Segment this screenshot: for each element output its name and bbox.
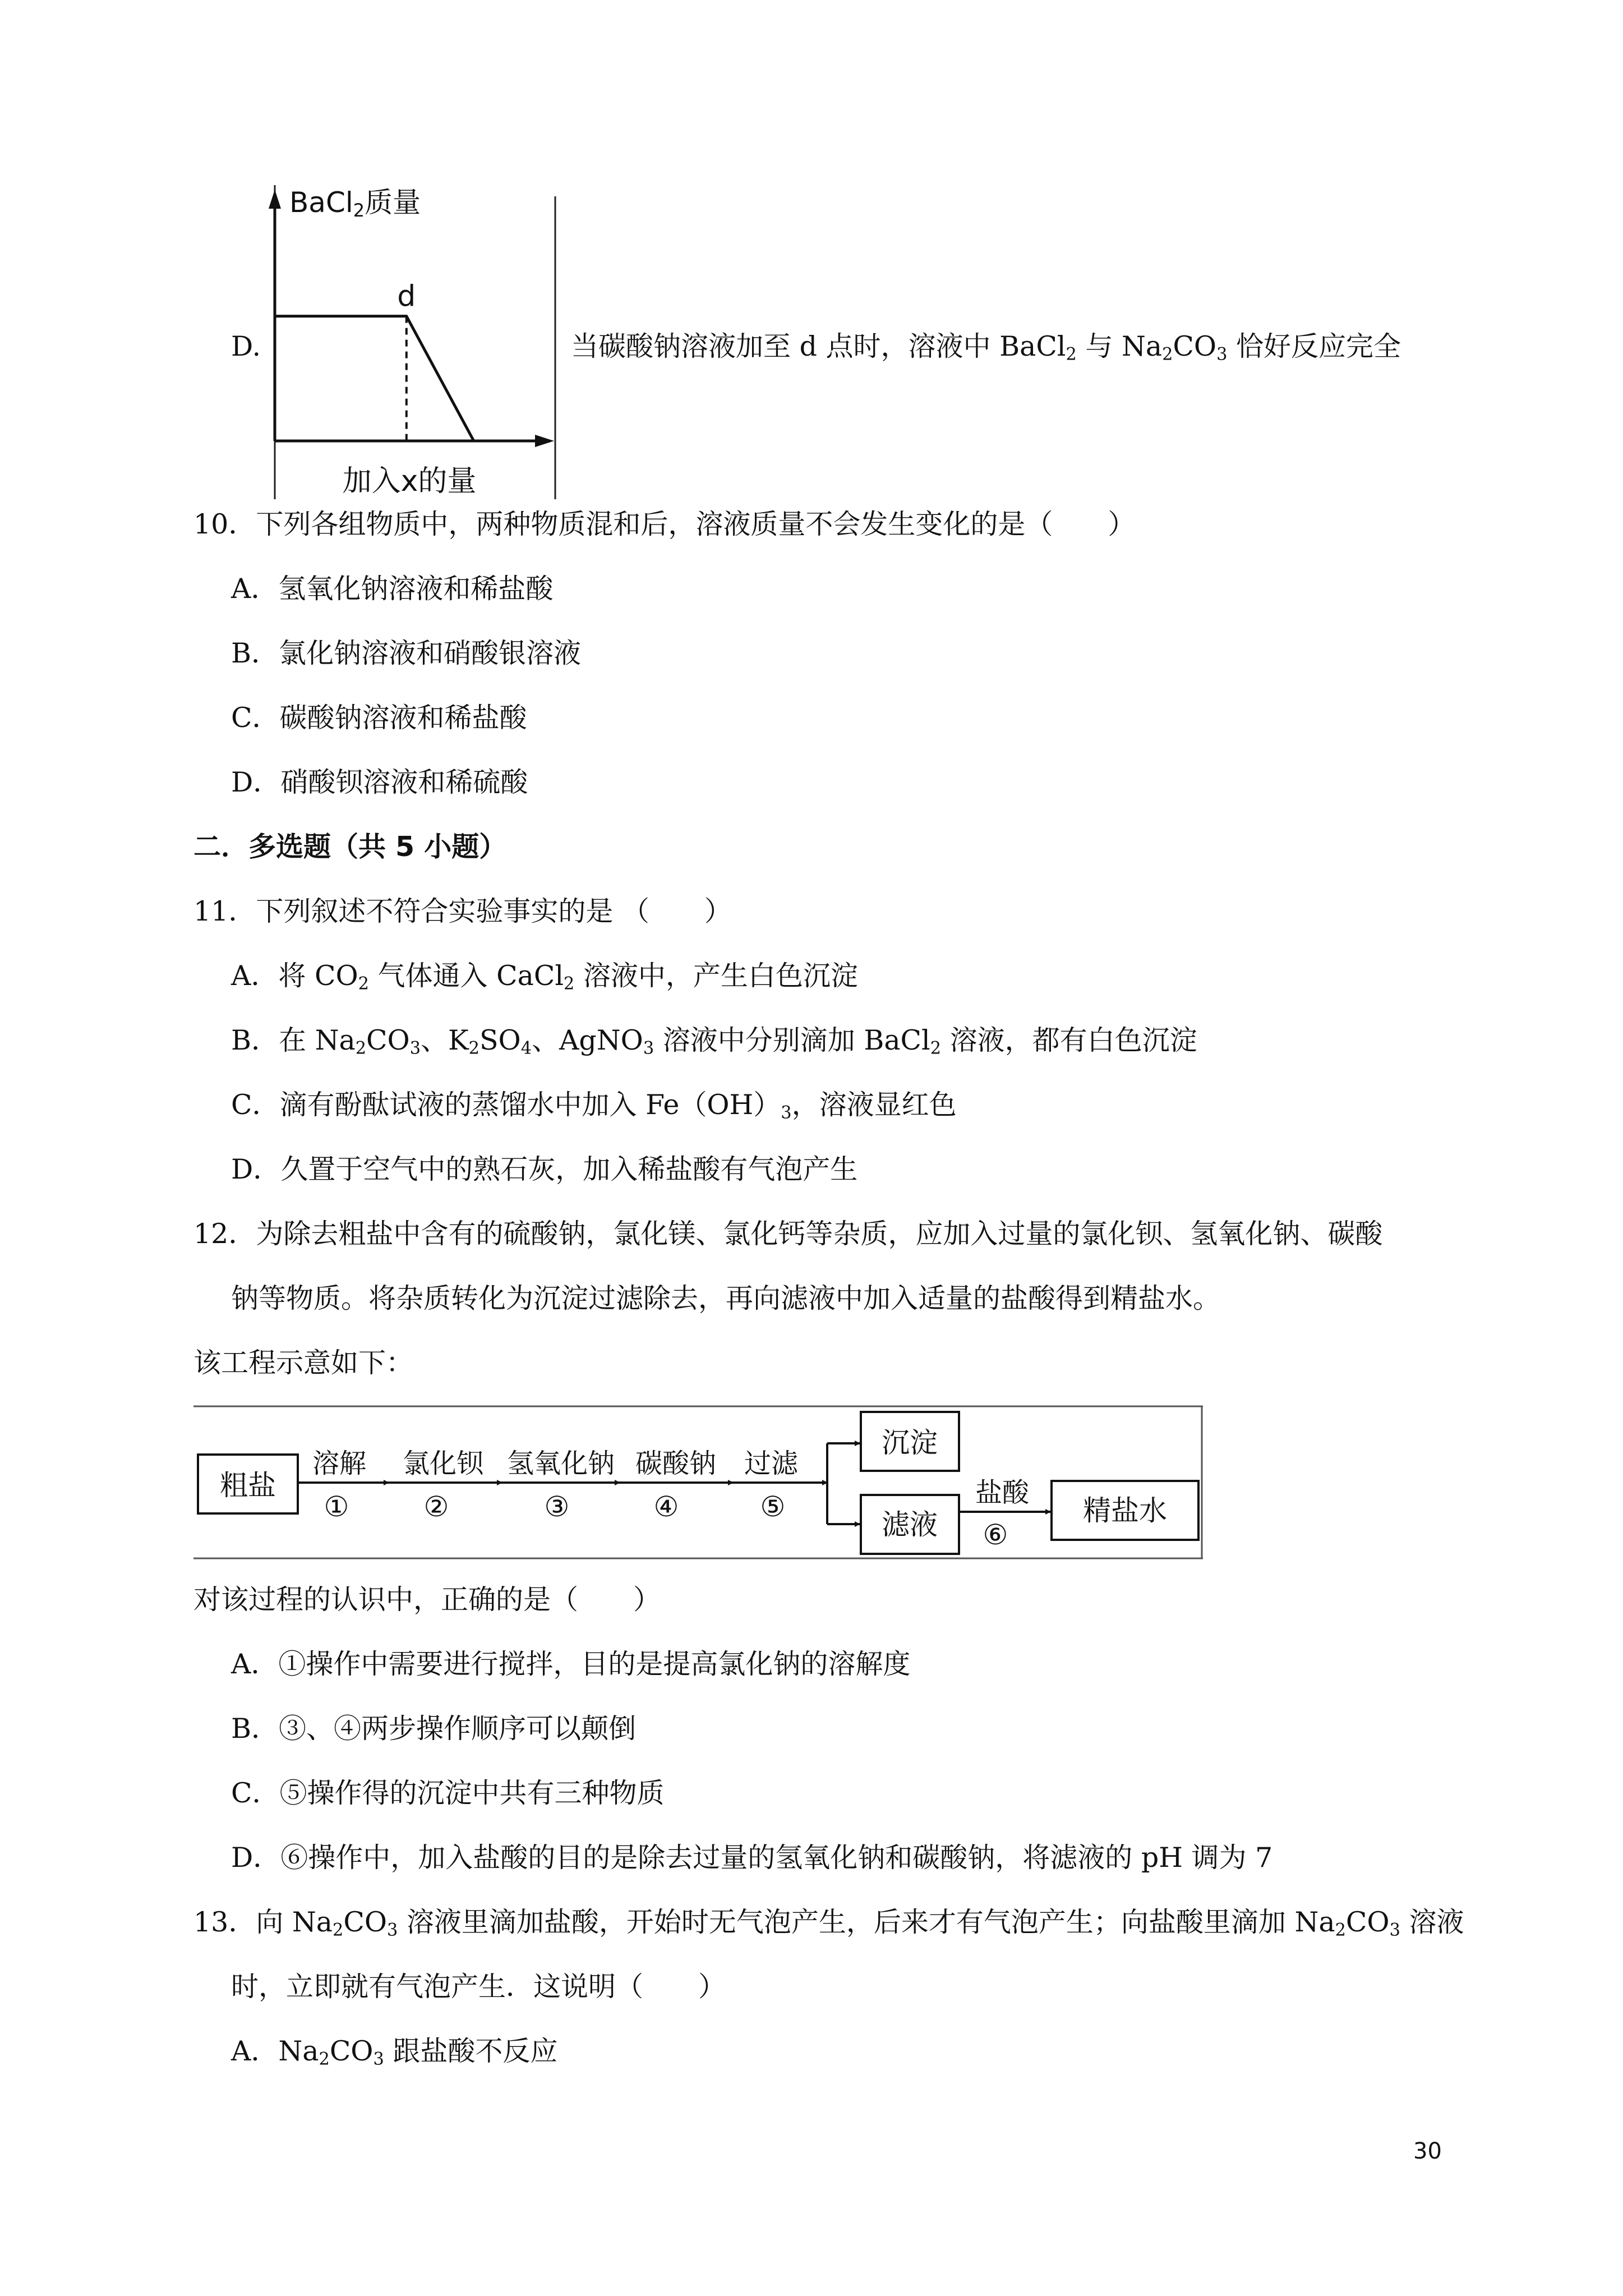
- question-12-option-c: C．⑤操作得的沉淀中共有三种物质: [231, 1777, 665, 1809]
- flow-box-precipitate-label: 沉淀: [882, 1427, 938, 1459]
- question-12-option-b: B．③、④两步操作顺序可以颠倒: [231, 1713, 637, 1745]
- option-d-text-segment: 与 Na: [1076, 330, 1163, 362]
- question-13-stem-line1-subscript: 3: [387, 1920, 398, 1940]
- question-13-stem-line1-segment: CO: [343, 1906, 388, 1938]
- chart-x-axis-arrow: [535, 435, 554, 447]
- question-13-option-a-subscript: 2: [319, 2049, 330, 2069]
- flow-step-5-label: 过滤: [744, 1448, 799, 1479]
- question-11-option-b-subscript: 2: [468, 1038, 479, 1059]
- question-10-option-b: B．氯化钠溶液和硝酸银溶液: [231, 637, 582, 669]
- flow-box-crude-salt-label: 粗盐: [220, 1469, 276, 1502]
- question-10-option-d: D．硝酸钡溶液和稀硫酸: [231, 766, 528, 798]
- flow-step-6-number: ⑥: [983, 1519, 1008, 1551]
- section-heading: 二．多选题（共 5 小题）: [193, 831, 507, 863]
- option-d-text: [571, 330, 1401, 364]
- option-d-text-segment: 恰好反应完全: [1227, 330, 1401, 362]
- question-10-option-c: C．碳酸钠溶液和稀盐酸: [231, 702, 527, 734]
- question-11-option-a-segment: 气体通入 CaCl: [368, 960, 564, 992]
- question-11-option-a-subscript: 2: [358, 974, 369, 994]
- question-11-option-b-segment: 溶液中分别滴加 BaCl: [654, 1024, 930, 1056]
- flow-step-6-label: 盐酸: [975, 1477, 1030, 1508]
- question-12-intro: 该工程示意如下：: [193, 1347, 414, 1379]
- flow-box-refined-brine-label: 精盐水: [1083, 1494, 1167, 1527]
- question-11-option-b-segment: 、K: [421, 1024, 469, 1056]
- chart-y-label-part: 质量: [365, 186, 421, 219]
- question-11-option-b-segment: CO: [366, 1024, 410, 1056]
- question-11-option-a-subscript: 2: [564, 974, 575, 994]
- question-12-question: 对该过程的认识中，正确的是（ ）: [193, 1584, 661, 1616]
- question-12-option-d: D．⑥操作中，加入盐酸的目的是除去过量的氢氧化钠和碳酸钠，将滤液的 pH 调为 7: [231, 1842, 1273, 1874]
- question-11-option-b-segment: 溶液，都有白色沉淀: [941, 1024, 1197, 1056]
- question-11-option-c-subscript: 3: [781, 1103, 792, 1123]
- question-11-option-b-subscript: 2: [355, 1038, 367, 1059]
- chart-y-axis-arrow: [269, 190, 281, 209]
- question-13-stem-line1-segment: 溶液里滴加盐酸，开始时无气泡产生，后来才有气泡产生；向盐酸里滴加 Na: [398, 1906, 1335, 1938]
- chart-y-label-part: BaCl: [289, 186, 353, 219]
- question-13-option-a-segment: 跟盐酸不反应: [384, 2035, 558, 2067]
- flow-step-1-number: ①: [324, 1490, 349, 1523]
- question-13-stem-line1-subscript: 2: [1335, 1920, 1346, 1940]
- question-11-option-c: [231, 1088, 957, 1122]
- question-11-option-b-subscript: 2: [930, 1038, 942, 1059]
- question-11-option-a: [231, 959, 858, 993]
- question-12-stem-line2: 钠等物质。将杂质转化为沉淀过滤除去，再向滤液中加入适量的盐酸得到精盐水。: [231, 1282, 1221, 1314]
- question-13-stem-line1-segment: 13．向 Na: [193, 1906, 333, 1938]
- page-number: 30: [1413, 2138, 1442, 2164]
- question-13-stem-line2: 时，立即就有气泡产生．这说明（ ）: [231, 1971, 726, 2003]
- question-10-stem: 10．下列各组物质中，两种物质混和后，溶液质量不会发生变化的是（ ）: [193, 508, 1136, 540]
- question-11-option-d: D．久置于空气中的熟石灰，加入稀盐酸有气泡产生: [231, 1153, 858, 1185]
- question-10-option-a: A．氢氧化钠溶液和稀盐酸: [231, 573, 554, 605]
- question-11-option-c-segment: ，溶液显红色: [791, 1089, 957, 1121]
- flow-step-2-number: ②: [423, 1490, 449, 1523]
- question-11-option-a-segment: A．将 CO: [231, 960, 358, 992]
- chart-y-label-part: 2: [353, 200, 365, 221]
- flow-step-2-label: 氯化钡: [402, 1448, 484, 1479]
- flow-step-5-number: ⑤: [760, 1490, 786, 1523]
- question-11-option-b-subscript: 4: [520, 1038, 532, 1059]
- question-13-stem-line1-subscript: 2: [333, 1920, 344, 1940]
- chart-y-label: [289, 186, 421, 221]
- question-11-option-b-segment: SO: [479, 1024, 521, 1056]
- question-11-option-b-segment: B．在 Na: [231, 1024, 356, 1056]
- chart-series-line: [275, 316, 474, 441]
- question-11-option-a-segment: 溶液中，产生白色沉淀: [574, 960, 858, 992]
- option-d-text-segment: 当碳酸钠溶液加至 d 点时，溶液中 BaCl: [571, 330, 1066, 362]
- question-13-option-a-segment: CO: [329, 2035, 374, 2067]
- option-d-text-segment: CO: [1173, 330, 1217, 362]
- flow-box-filtrate-label: 滤液: [882, 1508, 938, 1541]
- question-13-option-a-subscript: 3: [373, 2049, 384, 2069]
- question-11-option-b-subscript: 3: [409, 1038, 421, 1059]
- question-11-option-b-subscript: 3: [643, 1038, 654, 1059]
- question-13-stem-line1-segment: 溶液: [1400, 1906, 1464, 1938]
- question-13-option-a-segment: A．Na: [231, 2035, 319, 2067]
- question-13-stem-line1-segment: CO: [1345, 1906, 1390, 1938]
- flow-step-3-number: ③: [544, 1490, 570, 1523]
- question-13-stem-line1: [193, 1906, 1464, 1939]
- bacl2-mass-chart: [264, 185, 566, 499]
- question-13-stem-line1-subscript: 3: [1389, 1920, 1400, 1940]
- question-12-stem-line1: 12．为除去粗盐中含有的硫酸钠，氯化镁、氯化钙等杂质，应加入过量的氯化钡、氢氧化钠、碳酸: [193, 1218, 1383, 1250]
- question-12-option-a: A．①操作中需要进行搅拌，目的是提高氯化钠的溶解度: [231, 1648, 911, 1680]
- question-11-option-b: [231, 1024, 1197, 1057]
- flow-step-4-label: 碳酸钠: [635, 1448, 717, 1479]
- option-d-label: D.: [231, 330, 261, 362]
- flow-step-3-label: 氢氧化钠: [506, 1448, 615, 1479]
- question-11-option-c-segment: C．滴有酚酞试液的蒸馏水中加入 Fe（OH）: [231, 1089, 781, 1121]
- option-d-text-subscript: 2: [1162, 344, 1173, 365]
- question-13-option-a: [231, 2035, 557, 2068]
- flow-step-1-label: 溶解: [312, 1448, 367, 1479]
- option-d-text-subscript: 2: [1066, 344, 1077, 365]
- salt-purification-flow-diagram: [193, 1405, 1203, 1559]
- chart-point-label: d: [397, 279, 416, 314]
- option-d-text-subscript: 3: [1216, 344, 1228, 365]
- chart-x-label: 加入x的量: [342, 464, 477, 498]
- question-11-option-b-segment: 、AgNO: [532, 1024, 643, 1056]
- flow-step-4-number: ④: [653, 1490, 679, 1523]
- question-11-stem: 11．下列叙述不符合实验事实的是 （ ）: [193, 895, 732, 927]
